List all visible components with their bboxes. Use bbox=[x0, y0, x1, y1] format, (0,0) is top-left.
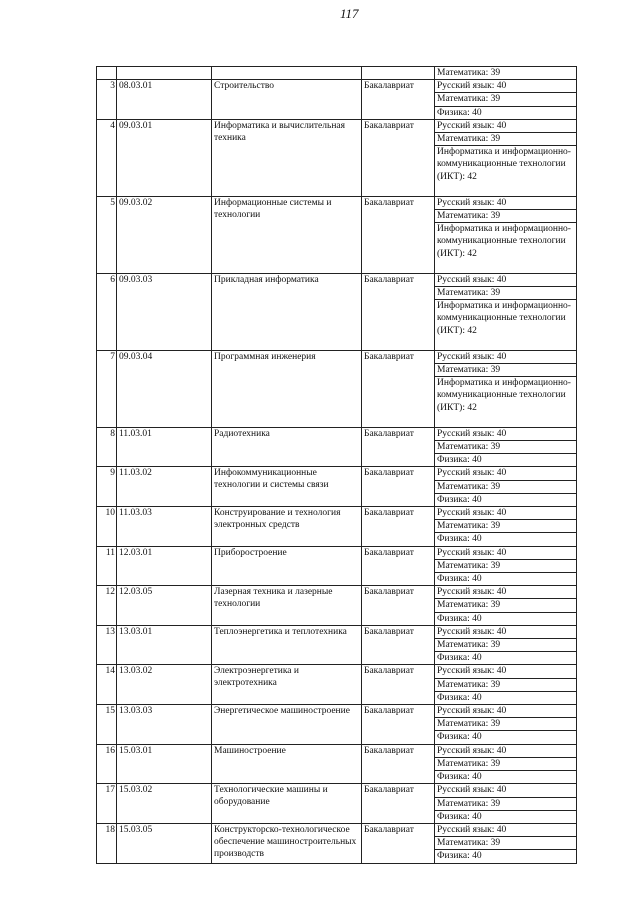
exam-line: Физика: 40 bbox=[437, 494, 482, 505]
program-name: Теплоэнергетика и теплотехника bbox=[212, 625, 362, 665]
exam-line: Физика: 40 bbox=[437, 653, 482, 664]
exam-line: Физика: 40 bbox=[437, 772, 482, 783]
exam-line: Математика: 39 bbox=[435, 441, 576, 454]
exam-line: Русский язык: 40 bbox=[435, 197, 576, 210]
exam-line: Физика: 40 bbox=[437, 455, 482, 466]
program-name: Конструирование и технология электронных средств bbox=[212, 507, 362, 547]
row-number: 13 bbox=[97, 625, 117, 665]
program-code: 09.03.03 bbox=[117, 273, 212, 350]
education-level: Бакалавриат bbox=[362, 196, 435, 273]
row-number: 7 bbox=[97, 350, 117, 427]
education-level: Бакалавриат bbox=[362, 705, 435, 745]
exam-line: Русский язык: 40 bbox=[435, 586, 576, 599]
program-name: Прикладная информатика bbox=[212, 273, 362, 350]
exam-line: Физика: 40 bbox=[437, 613, 482, 624]
program-code: 13.03.01 bbox=[117, 625, 212, 665]
program-name: Информационные системы и технологии bbox=[212, 196, 362, 273]
table-row bbox=[97, 67, 577, 80]
row-number: 3 bbox=[97, 80, 117, 120]
table-row bbox=[97, 273, 577, 350]
exam-requirements bbox=[435, 196, 577, 273]
exam-requirements bbox=[435, 665, 577, 705]
education-level: Бакалавриат bbox=[362, 586, 435, 626]
education-level: Бакалавриат bbox=[362, 119, 435, 196]
exam-requirements bbox=[435, 273, 577, 350]
education-level: Бакалавриат bbox=[362, 784, 435, 824]
table-row bbox=[97, 350, 577, 427]
exam-line: Математика: 39 bbox=[435, 287, 576, 300]
program-name: Информатика и вычислительная техника bbox=[212, 119, 362, 196]
program-code: 08.03.01 bbox=[117, 80, 212, 120]
row-number bbox=[97, 67, 117, 80]
exam-requirements bbox=[435, 507, 577, 547]
exam-line: Русский язык: 40 bbox=[435, 665, 576, 678]
exam-line: Математика: 39 bbox=[435, 718, 576, 731]
exam-line: Математика: 39 bbox=[435, 520, 576, 533]
program-code: 09.03.02 bbox=[117, 196, 212, 273]
exam-line: Русский язык: 40 bbox=[435, 824, 576, 837]
program-code: 13.03.03 bbox=[117, 705, 212, 745]
education-level: Бакалавриат bbox=[362, 350, 435, 427]
exam-line: Русский язык: 40 bbox=[435, 705, 576, 718]
program-name bbox=[212, 67, 362, 80]
admission-requirements-table bbox=[96, 66, 577, 864]
program-code: 09.03.04 bbox=[117, 350, 212, 427]
exam-line: Информатика и информационно-коммуникационные технологии (ИКТ): 42 bbox=[437, 378, 571, 413]
exam-requirements bbox=[435, 744, 577, 784]
table-row bbox=[97, 705, 577, 745]
exam-line: Математика: 39 bbox=[435, 93, 576, 106]
program-code: 15.03.02 bbox=[117, 784, 212, 824]
program-code: 15.03.01 bbox=[117, 744, 212, 784]
program-code: 09.03.01 bbox=[117, 119, 212, 196]
education-level: Бакалавриат bbox=[362, 744, 435, 784]
program-name: Программная инженерия bbox=[212, 350, 362, 427]
exam-line: Физика: 40 bbox=[437, 107, 482, 118]
exam-line: Математика: 39 bbox=[435, 798, 576, 811]
exam-line: Русский язык: 40 bbox=[435, 784, 576, 797]
program-name: Технологические машины и оборудование bbox=[212, 784, 362, 824]
table-row bbox=[97, 546, 577, 586]
exam-line: Математика: 39 bbox=[435, 560, 576, 573]
table-row bbox=[97, 427, 577, 467]
program-name: Машиностроение bbox=[212, 744, 362, 784]
exam-requirements bbox=[435, 546, 577, 586]
exam-line: Математика: 39 bbox=[435, 481, 576, 494]
table-row bbox=[97, 467, 577, 507]
exam-line: Русский язык: 40 bbox=[435, 626, 576, 639]
program-name: Лазерная техника и лазерные технологии bbox=[212, 586, 362, 626]
row-number: 8 bbox=[97, 427, 117, 467]
exam-line: Математика: 39 bbox=[435, 133, 576, 146]
exam-line: Математика: 39 bbox=[435, 599, 576, 612]
row-number: 17 bbox=[97, 784, 117, 824]
row-number: 16 bbox=[97, 744, 117, 784]
program-code: 13.03.02 bbox=[117, 665, 212, 705]
program-name: Конструкторско-технологическое обеспечение машиностроительных производств bbox=[212, 823, 362, 863]
education-level bbox=[362, 67, 435, 80]
program-code bbox=[117, 67, 212, 80]
exam-requirements bbox=[435, 350, 577, 427]
exam-line: Математика: 39 bbox=[435, 837, 576, 850]
program-code: 15.03.05 bbox=[117, 823, 212, 863]
table-row bbox=[97, 823, 577, 863]
table-row bbox=[97, 80, 577, 120]
row-number: 18 bbox=[97, 823, 117, 863]
row-number: 11 bbox=[97, 546, 117, 586]
table-body bbox=[97, 67, 577, 864]
program-code: 11.03.03 bbox=[117, 507, 212, 547]
education-level: Бакалавриат bbox=[362, 507, 435, 547]
exam-requirements bbox=[435, 823, 577, 863]
exam-line: Русский язык: 40 bbox=[435, 428, 576, 441]
table-row bbox=[97, 119, 577, 196]
exam-requirements bbox=[435, 586, 577, 626]
table-row bbox=[97, 196, 577, 273]
program-name: Инфокоммуникационные технологии и системы связи bbox=[212, 467, 362, 507]
table-row bbox=[97, 586, 577, 626]
exam-line: Русский язык: 40 bbox=[435, 467, 576, 480]
exam-line: Математика: 39 bbox=[435, 679, 576, 692]
table-row bbox=[97, 744, 577, 784]
exam-requirements bbox=[435, 67, 577, 80]
exam-line: Русский язык: 40 bbox=[435, 507, 576, 520]
row-number: 6 bbox=[97, 273, 117, 350]
exam-requirements bbox=[435, 119, 577, 196]
exam-line: Русский язык: 40 bbox=[435, 80, 576, 93]
exam-line: Информатика и информационно-коммуникационные технологии (ИКТ): 42 bbox=[437, 147, 571, 182]
exam-line: Математика: 39 bbox=[435, 364, 576, 377]
exam-line: Математика: 39 bbox=[435, 210, 576, 223]
page-number: 117 bbox=[340, 6, 359, 21]
row-number: 4 bbox=[97, 119, 117, 196]
row-number: 5 bbox=[97, 196, 117, 273]
exam-line: Русский язык: 40 bbox=[435, 120, 576, 133]
education-level: Бакалавриат bbox=[362, 80, 435, 120]
exam-line: Физика: 40 bbox=[437, 534, 482, 545]
table-row bbox=[97, 784, 577, 824]
exam-line: Русский язык: 40 bbox=[435, 351, 576, 364]
row-number: 14 bbox=[97, 665, 117, 705]
exam-requirements bbox=[435, 625, 577, 665]
row-number: 10 bbox=[97, 507, 117, 547]
program-code: 11.03.02 bbox=[117, 467, 212, 507]
exam-line: Физика: 40 bbox=[437, 732, 482, 743]
exam-line: Физика: 40 bbox=[437, 692, 482, 703]
row-number: 12 bbox=[97, 586, 117, 626]
program-name: Строительство bbox=[212, 80, 362, 120]
exam-requirements bbox=[435, 467, 577, 507]
education-level: Бакалавриат bbox=[362, 665, 435, 705]
education-level: Бакалавриат bbox=[362, 467, 435, 507]
exam-line: Информатика и информационно-коммуникационные технологии (ИКТ): 42 bbox=[437, 224, 571, 259]
program-name: Энергетическое машиностроение bbox=[212, 705, 362, 745]
education-level: Бакалавриат bbox=[362, 823, 435, 863]
exam-line: Физика: 40 bbox=[437, 851, 482, 862]
program-code: 12.03.05 bbox=[117, 586, 212, 626]
row-number: 9 bbox=[97, 467, 117, 507]
exam-line: Математика: 39 bbox=[435, 758, 576, 771]
exam-requirements bbox=[435, 784, 577, 824]
exam-requirements bbox=[435, 427, 577, 467]
education-level: Бакалавриат bbox=[362, 625, 435, 665]
row-number: 15 bbox=[97, 705, 117, 745]
table-row bbox=[97, 625, 577, 665]
exam-requirements bbox=[435, 80, 577, 120]
exam-line: Физика: 40 bbox=[437, 811, 482, 822]
exam-line: Математика: 39 bbox=[437, 68, 501, 78]
exam-line: Физика: 40 bbox=[437, 574, 482, 585]
program-name: Радиотехника bbox=[212, 427, 362, 467]
education-level: Бакалавриат bbox=[362, 427, 435, 467]
exam-requirements bbox=[435, 705, 577, 745]
program-code: 11.03.01 bbox=[117, 427, 212, 467]
program-name: Электроэнергетика и электротехника bbox=[212, 665, 362, 705]
exam-line: Информатика и информационно-коммуникационные технологии (ИКТ): 42 bbox=[437, 301, 571, 336]
program-name: Приборостроение bbox=[212, 546, 362, 586]
table-row bbox=[97, 665, 577, 705]
exam-line: Русский язык: 40 bbox=[435, 547, 576, 560]
exam-line: Математика: 39 bbox=[435, 639, 576, 652]
exam-line: Русский язык: 40 bbox=[435, 745, 576, 758]
education-level: Бакалавриат bbox=[362, 546, 435, 586]
program-code: 12.03.01 bbox=[117, 546, 212, 586]
education-level: Бакалавриат bbox=[362, 273, 435, 350]
exam-line: Русский язык: 40 bbox=[435, 274, 576, 287]
table-row bbox=[97, 507, 577, 547]
